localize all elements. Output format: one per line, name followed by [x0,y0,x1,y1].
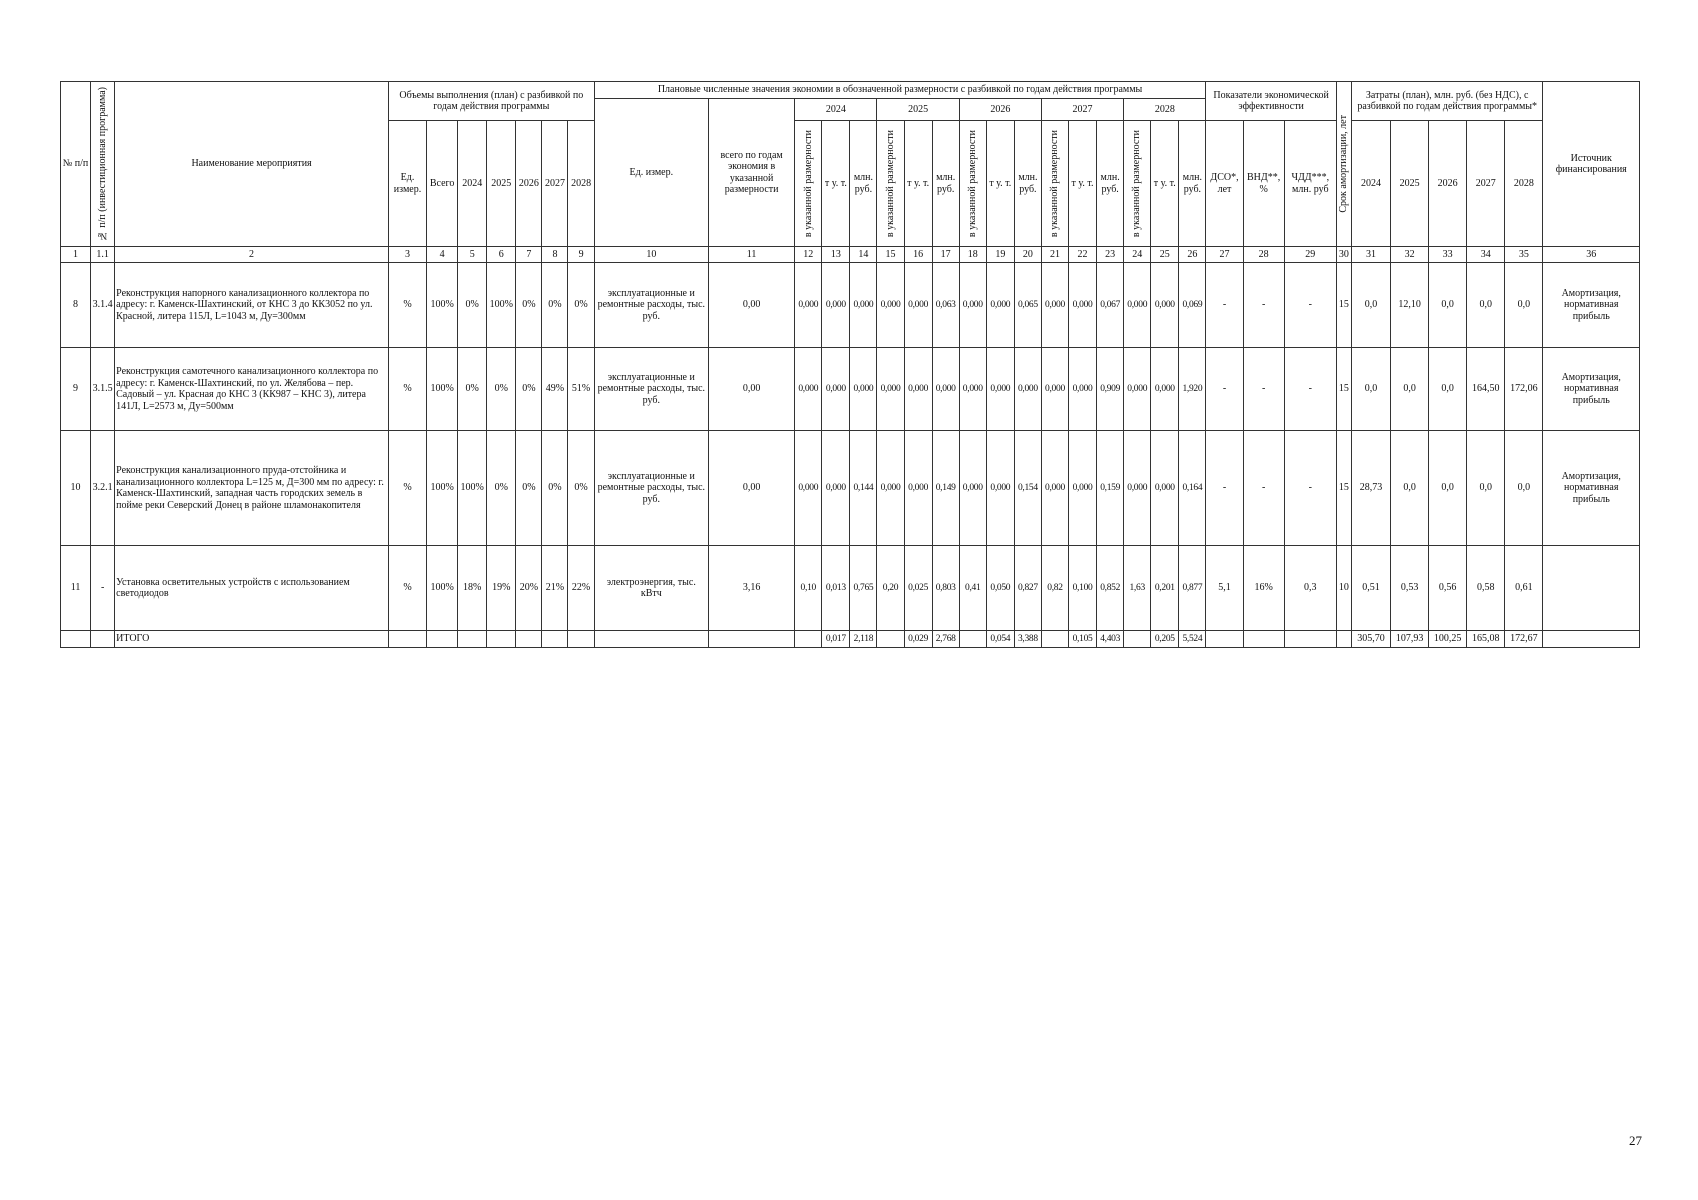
row-number: 8 [61,263,91,348]
row-economy-value: 0,000 [850,263,877,348]
column-number: 31 [1351,247,1390,263]
header-volume-2027: 2027 [542,121,568,247]
row-code: - [91,546,115,631]
header-volumes: Объемы выполнения (план) с разбивкой по годам действия программы [388,82,594,121]
header-tut: т у. т. [986,121,1014,247]
row-economy-value: 0,000 [1151,431,1179,546]
column-number: 11 [708,247,794,263]
column-number: 13 [822,247,850,263]
row-economy-value: 0,164 [1179,431,1206,546]
row-economy-value: 1,920 [1179,348,1206,431]
row-economy-value: 1,63 [1124,546,1151,631]
row-economy-value: 0,000 [959,348,986,431]
row-economy-all: 0,00 [708,431,794,546]
row-economy-value: 0,20 [877,546,904,631]
row-economy-value: 0,159 [1097,431,1124,546]
header-mln: млн. руб. [932,121,959,247]
header-economy-year-2027: 2027 [1041,99,1123,121]
row-cost: 28,73 [1351,431,1390,546]
row-economy-all: 3,16 [708,546,794,631]
row-volume: 22% [568,546,594,631]
total-economy-value [1041,631,1068,648]
column-number: 1.1 [91,247,115,263]
row-event-name: Реконструкция самотечного канализационного коллектора по адресу: г. Каменск-Шахтинский, по ул. Желябова – пер. Садовый – ул. Красная до КНС 3 (КК987 – КНС 3), литера 141Л, L=2573 м, Ду=500мм [115,348,389,431]
row-cost: 0,0 [1429,348,1467,431]
table-row [61,263,1640,348]
row-volume: 0% [568,263,594,348]
row-economy-value: 0,000 [904,348,932,431]
column-number: 14 [850,247,877,263]
row-vnd: - [1243,263,1284,348]
header-cost-2027: 2027 [1467,121,1505,247]
row-economy-value: 0,000 [877,348,904,431]
total-economy-value [795,631,822,648]
total-economy-value: 4,403 [1097,631,1124,648]
header-in-dim: в указанной размерности [795,121,822,247]
row-economy-value: 0,000 [1151,348,1179,431]
column-number: 9 [568,247,594,263]
column-number: 12 [795,247,822,263]
row-economy-value: 0,000 [1069,431,1097,546]
row-number: 11 [61,546,91,631]
row-economy-value: 0,000 [986,431,1014,546]
header-volume-2028: 2028 [568,121,594,247]
row-number: 10 [61,431,91,546]
column-number: 15 [877,247,904,263]
header-chdd: ЧДД***, млн. руб [1284,121,1336,247]
row-volume: 0% [458,348,487,431]
header-mln: млн. руб. [1179,121,1206,247]
column-number: 16 [904,247,932,263]
row-vnd: 16% [1243,546,1284,631]
row-event-name: Реконструкция напорного канализационного коллектора по адресу: г. Каменск-Шахтинский, от КНС 3 до КК3052 по ул. Красной, литера 115Л, L=1043 м, Ду=300мм [115,263,389,348]
header-mln: млн. руб. [1014,121,1041,247]
row-economy-value: 0,013 [822,546,850,631]
row-economy-value: 0,852 [1097,546,1124,631]
header-tut: т у. т. [822,121,850,247]
row-dso: - [1206,348,1243,431]
row-dso: - [1206,263,1243,348]
header-economy-year-2024: 2024 [795,99,877,121]
row-economy-value: 0,000 [795,431,822,546]
header-economy-year-2026: 2026 [959,99,1041,121]
investment-program-table-container [60,81,1640,648]
header-cost-2024: 2024 [1351,121,1390,247]
header-in-dim: в указанной размерности [959,121,986,247]
total-row [61,631,1640,648]
row-cost: 0,0 [1429,263,1467,348]
header-volume-2024: 2024 [458,121,487,247]
total-label: ИТОГО [115,631,389,648]
header-cost-2026: 2026 [1429,121,1467,247]
total-economy-value: 0,105 [1069,631,1097,648]
column-number: 21 [1041,247,1068,263]
page-number: 27 [1629,1133,1642,1148]
total-economy-value: 2,118 [850,631,877,648]
total-cost: 172,67 [1505,631,1543,648]
row-volume: 20% [516,546,542,631]
column-number: 33 [1429,247,1467,263]
row-economy-value: 0,000 [986,348,1014,431]
row-total: 100% [427,263,458,348]
column-number: 34 [1467,247,1505,263]
row-code: 3.1.4 [91,263,115,348]
row-economy-value: 0,10 [795,546,822,631]
total-economy-value: 2,768 [932,631,959,648]
header-source: Источник финансирования [1543,82,1640,247]
row-economy-value: 0,000 [1069,348,1097,431]
row-economy-value: 0,154 [1014,431,1041,546]
row-volume: 0% [516,263,542,348]
row-chdd: - [1284,431,1336,546]
column-number: 17 [932,247,959,263]
header-dso: ДСО*, лет [1206,121,1243,247]
row-volume: 51% [568,348,594,431]
row-economy-value: 0,000 [822,431,850,546]
row-chdd: 0,3 [1284,546,1336,631]
total-economy-value: 0,017 [822,631,850,648]
row-economy-value: 0,000 [877,263,904,348]
header-indicators: Показатели экономической эффективности [1206,82,1336,121]
row-economy-value: 0,000 [1069,263,1097,348]
total-economy-value: 3,388 [1014,631,1041,648]
row-volume: 0% [487,348,516,431]
column-number: 10 [594,247,708,263]
row-economy-value: 0,000 [986,263,1014,348]
row-cost: 0,0 [1391,348,1429,431]
total-economy-value: 0,029 [904,631,932,648]
row-event-name: Реконструкция канализационного пруда-отстойника и канализационного коллектора L=125 м, Д=300 мм по адресу: г. Каменск-Шахтинский, западная часть городских земель в пойме реки Северский Донец в районе шламонакопителя [115,431,389,546]
row-economy-value: 0,149 [932,431,959,546]
header-mln: млн. руб. [1097,121,1124,247]
header-tut: т у. т. [1069,121,1097,247]
header-volume-2026: 2026 [516,121,542,247]
total-economy-value: 5,524 [1179,631,1206,648]
row-economy-value: 0,000 [822,348,850,431]
row-economy-all: 0,00 [708,263,794,348]
row-total: 100% [427,431,458,546]
row-cost: 0,0 [1505,431,1543,546]
column-number: 7 [516,247,542,263]
row-economy-value: 0,000 [1151,263,1179,348]
column-number: 26 [1179,247,1206,263]
header-npp: № п/п [61,82,91,247]
row-chdd: - [1284,348,1336,431]
total-economy-value [959,631,986,648]
row-unit: % [388,348,426,431]
row-amortization: 10 [1336,546,1351,631]
row-amortization: 15 [1336,348,1351,431]
row-economy-value: 0,000 [795,348,822,431]
row-economy-value: 0,000 [822,263,850,348]
row-cost: 12,10 [1391,263,1429,348]
total-cost: 165,08 [1467,631,1505,648]
row-vnd: - [1243,348,1284,431]
row-economy-value: 0,909 [1097,348,1124,431]
row-economy-value: 0,000 [959,263,986,348]
row-volume: 49% [542,348,568,431]
column-number: 4 [427,247,458,263]
row-economy-value: 0,000 [1124,431,1151,546]
column-number: 36 [1543,247,1640,263]
header-tut: т у. т. [1151,121,1179,247]
row-number: 9 [61,348,91,431]
row-economy-value: 0,000 [904,263,932,348]
row-economy-value: 0,803 [932,546,959,631]
column-number: 27 [1206,247,1243,263]
row-economy-unit: эксплуатационные и ремонтные расходы, тыс. руб. [594,263,708,348]
total-economy-value: 0,054 [986,631,1014,648]
row-volume: 100% [487,263,516,348]
column-number: 5 [458,247,487,263]
row-code: 3.1.5 [91,348,115,431]
total-cost: 305,70 [1351,631,1390,648]
row-cost: 0,0 [1505,263,1543,348]
table-row [61,546,1640,631]
header-economy: Плановые численные значения экономии в обозначенной размерности с разбивкой по годам действия программы [594,82,1206,99]
header-in-dim: в указанной размерности [1041,121,1068,247]
row-source [1543,546,1640,631]
row-total: 100% [427,546,458,631]
row-economy-value: 0,065 [1014,263,1041,348]
row-cost: 0,0 [1351,348,1390,431]
row-economy-value: 0,067 [1097,263,1124,348]
row-amortization: 15 [1336,263,1351,348]
row-economy-value: 0,000 [1124,348,1151,431]
row-economy-value: 0,000 [1041,263,1068,348]
column-number: 23 [1097,247,1124,263]
row-unit: % [388,546,426,631]
header-in-dim: в указанной размерности [877,121,904,247]
total-economy-value [1124,631,1151,648]
row-volume: 100% [458,431,487,546]
row-economy-value: 0,069 [1179,263,1206,348]
row-economy-value: 0,063 [932,263,959,348]
row-economy-all: 0,00 [708,348,794,431]
total-cost: 107,93 [1391,631,1429,648]
row-volume: 0% [516,348,542,431]
row-source: Амортизация, нормативная прибыль [1543,263,1640,348]
row-event-name: Установка осветительных устройств с использованием светодиодов [115,546,389,631]
row-economy-value: 0,144 [850,431,877,546]
column-number: 24 [1124,247,1151,263]
header-cost-2028: 2028 [1505,121,1543,247]
header-volume-total: Всего [427,121,458,247]
row-economy-value: 0,000 [850,348,877,431]
row-economy-unit: эксплуатационные и ремонтные расходы, тыс. руб. [594,348,708,431]
column-number: 32 [1391,247,1429,263]
row-cost: 0,0 [1429,431,1467,546]
column-number: 28 [1243,247,1284,263]
header-economy-all: всего по годам экономия в указанной размерности [708,99,794,247]
row-economy-value: 0,050 [986,546,1014,631]
row-economy-value: 0,000 [795,263,822,348]
row-unit: % [388,431,426,546]
column-number: 2 [115,247,389,263]
column-number: 22 [1069,247,1097,263]
row-source: Амортизация, нормативная прибыль [1543,348,1640,431]
row-cost: 0,56 [1429,546,1467,631]
column-number: 35 [1505,247,1543,263]
row-economy-value: 0,025 [904,546,932,631]
column-number-row [61,247,1640,263]
row-economy-value: 0,877 [1179,546,1206,631]
row-economy-value: 0,000 [1014,348,1041,431]
row-volume: 0% [458,263,487,348]
row-economy-value: 0,000 [1124,263,1151,348]
row-economy-value: 0,000 [1041,348,1068,431]
row-economy-value: 0,000 [877,431,904,546]
column-number: 20 [1014,247,1041,263]
row-volume: 19% [487,546,516,631]
header-event-name: Наименование мероприятия [115,82,389,247]
row-cost: 0,51 [1351,546,1390,631]
header-tut: т у. т. [904,121,932,247]
column-number: 6 [487,247,516,263]
row-economy-value: 0,82 [1041,546,1068,631]
row-cost: 0,53 [1391,546,1429,631]
header-economy-unit: Ед. измер. [594,99,708,247]
header-cost-2025: 2025 [1391,121,1429,247]
row-code: 3.2.1 [91,431,115,546]
header-volume-unit: Ед. измер. [388,121,426,247]
row-economy-value: 0,201 [1151,546,1179,631]
column-number: 30 [1336,247,1351,263]
column-number: 19 [986,247,1014,263]
row-chdd: - [1284,263,1336,348]
column-number: 8 [542,247,568,263]
column-number: 1 [61,247,91,263]
row-source: Амортизация, нормативная прибыль [1543,431,1640,546]
header-volume-2025: 2025 [487,121,516,247]
column-number: 3 [388,247,426,263]
row-cost: 0,61 [1505,546,1543,631]
row-cost: 0,58 [1467,546,1505,631]
row-amortization: 15 [1336,431,1351,546]
header-economy-year-2028: 2028 [1124,99,1206,121]
row-economy-value: 0,000 [959,431,986,546]
row-volume: 18% [458,546,487,631]
row-cost: 0,0 [1351,263,1390,348]
row-economy-value: 0,41 [959,546,986,631]
column-number: 25 [1151,247,1179,263]
header-economy-year-2025: 2025 [877,99,959,121]
row-economy-value: 0,000 [1041,431,1068,546]
row-dso: 5,1 [1206,546,1243,631]
row-economy-unit: электроэнергия, тыс. кВтч [594,546,708,631]
investment-program-table [60,81,1640,648]
header-in-dim: в указанной размерности [1124,121,1151,247]
row-economy-value: 0,827 [1014,546,1041,631]
row-volume: 0% [516,431,542,546]
row-volume: 0% [487,431,516,546]
header-amortization: Срок амортизации, лет [1336,82,1351,247]
row-cost: 0,0 [1467,431,1505,546]
row-cost: 0,0 [1467,263,1505,348]
column-number: 18 [959,247,986,263]
row-economy-value: 0,000 [932,348,959,431]
row-volume: 0% [568,431,594,546]
row-economy-unit: эксплуатационные и ремонтные расходы, тыс. руб. [594,431,708,546]
column-number: 29 [1284,247,1336,263]
header-vnd: ВНД**, % [1243,121,1284,247]
row-unit: % [388,263,426,348]
row-dso: - [1206,431,1243,546]
row-volume: 0% [542,431,568,546]
header-mln: млн. руб. [850,121,877,247]
total-cost: 100,25 [1429,631,1467,648]
row-vnd: - [1243,431,1284,546]
table-row [61,431,1640,546]
row-cost: 164,50 [1467,348,1505,431]
total-economy-value [877,631,904,648]
row-cost: 172,06 [1505,348,1543,431]
header-costs: Затраты (план), млн. руб. (без НДС), с разбивкой по годам действия программы* [1351,82,1543,121]
row-cost: 0,0 [1391,431,1429,546]
row-total: 100% [427,348,458,431]
row-economy-value: 0,765 [850,546,877,631]
row-volume: 0% [542,263,568,348]
table-row [61,348,1640,431]
total-economy-value: 0,205 [1151,631,1179,648]
header-invest-number: № п/п (инвестиционная программа) [91,82,115,247]
row-economy-value: 0,000 [904,431,932,546]
row-volume: 21% [542,546,568,631]
row-economy-value: 0,100 [1069,546,1097,631]
